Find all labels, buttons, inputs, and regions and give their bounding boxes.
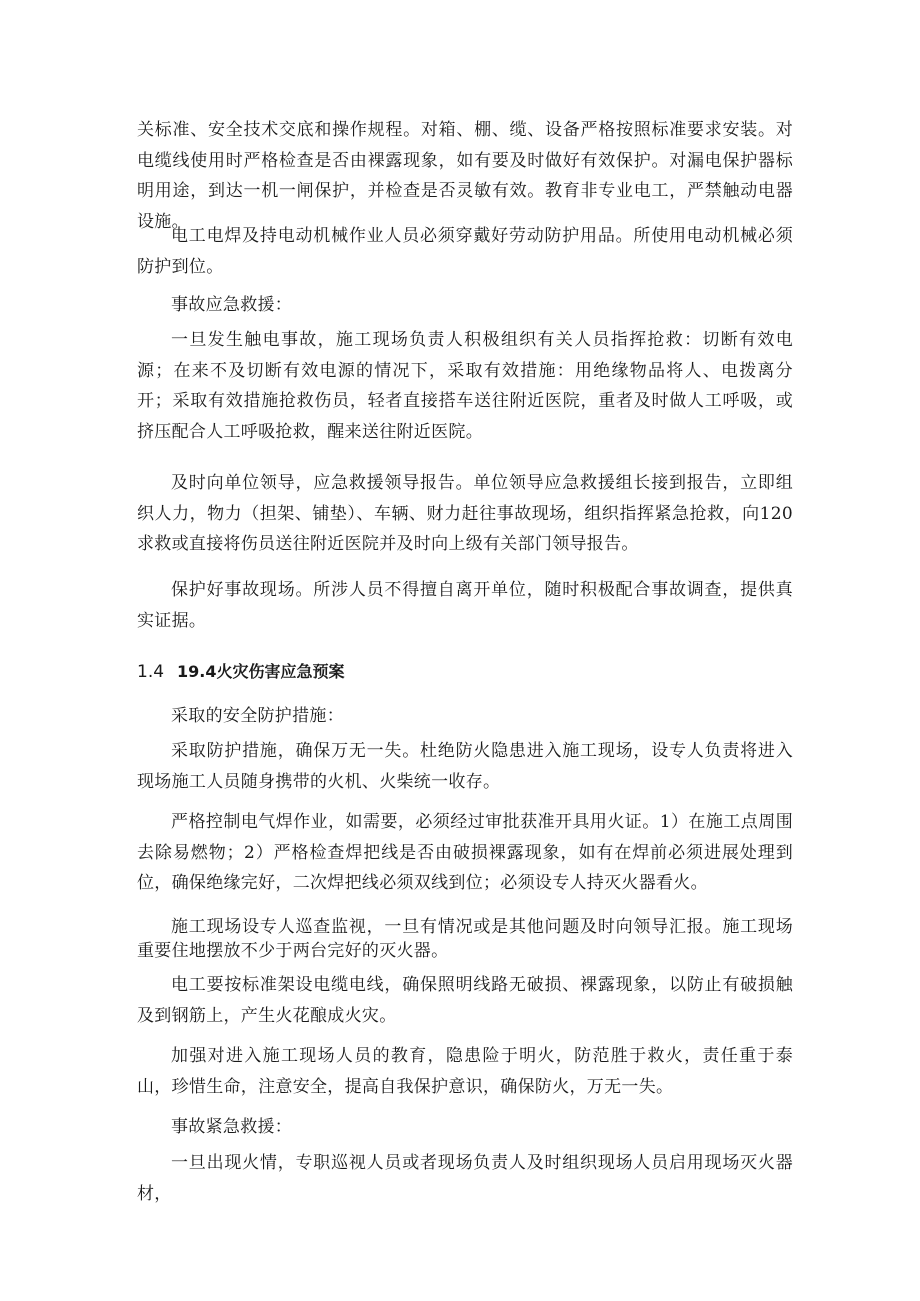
paragraph-electric-shock-response: 一旦发生触电事故，施工现场负责人积极组织有关人员指挥抢救：切断有效电源；在来不及切断有效电源的情况下，采取有效措施：用绝缘物品将人、电拨离分开；采取有效措施抢救伤员，轻者直接搭车送往附近医院，重者及时做人工呼吸，或挤压配合人工呼吸抢救，醒来送往附近医院。 xyxy=(137,330,793,442)
paragraph-protect-accident-scene: 保护好事故现场。所涉人员不得擅自离开单位，随时积极配合事故调查，提供真实证据。 xyxy=(137,580,793,631)
paragraph-fire-response: 一旦出现火情，专职巡视人员或者现场负责人及时组织现场人员启用现场灭火器材， xyxy=(137,1153,793,1204)
paragraph-fire-prevention-measures: 采取防护措施，确保万无一失。杜绝防火隐患进入施工现场，设专人负责将进入现场施工人员随身携带的火机、火柴统一收存。 xyxy=(137,741,793,792)
section-number: 1.4 xyxy=(137,662,165,682)
paragraph-report-to-leaders: 及时向单位领导，应急救援领导报告。单位领导应急救援组长接到报告，立即组织人力，物力（担架、铺垫）、车辆、财力赶往事故现场，组织指挥紧急抢救，向120求救或直接将伤员送往附近医院并及时向上级有关部门领导报告。 xyxy=(137,473,793,554)
paragraph-emergency-rescue-heading: 事故紧急救援： xyxy=(171,1117,293,1137)
paragraph-safety-education: 加强对进入施工现场人员的教育，隐患险于明火，防范胜于救火，责任重于泰山，珍惜生命，注意安全，提高自我保护意识，确保防火，万无一失。 xyxy=(137,1046,793,1097)
paragraph-site-patrol: 施工现场设专人巡查监视，一旦有情况或是其他问题及时向领导汇报。施工现场重要住地摆放不少于两台完好的灭火器。 xyxy=(137,917,793,961)
paragraph-safety-measures-heading: 采取的安全防护措施： xyxy=(171,706,344,726)
section-title: 19.4火灾伤害应急预案 xyxy=(177,662,345,681)
paragraph-protective-equipment: 电工电焊及持电动机械作业人员必须穿戴好劳动防护用品。所使用电动机械必须防护到位。 xyxy=(137,226,793,277)
paragraph-electrical-standards: 关标准、安全技术交底和操作规程。对箱、棚、缆、设备严格按照标准要求安装。对电缆线使用时严格检查是否由裸露现象，如有要及时做好有效保护。对漏电保护器标明用途，到达一机一闸保护，并检查是否灵敏有效。教育非专业电工，严禁触动电器设施。 xyxy=(137,120,793,232)
paragraph-welding-control: 严格控制电气焊作业，如需要，必须经过审批获准开具用火证。1）在施工点周围去除易燃物；2）严格检查焊把线是否由破损裸露现象，如有在焊前必须进展处理到位，确保绝缘完好，二次焊把线必须双线到位；必须设专人持灭火器看火。 xyxy=(137,812,793,893)
paragraph-cable-installation: 电工要按标准架设电缆电线，确保照明线路无破损、裸露现象，以防止有破损触及到钢筋上，产生火花酿成火灾。 xyxy=(137,975,793,1026)
paragraph-accident-rescue-heading: 事故应急救援： xyxy=(171,295,293,315)
section-heading xyxy=(137,658,793,686)
